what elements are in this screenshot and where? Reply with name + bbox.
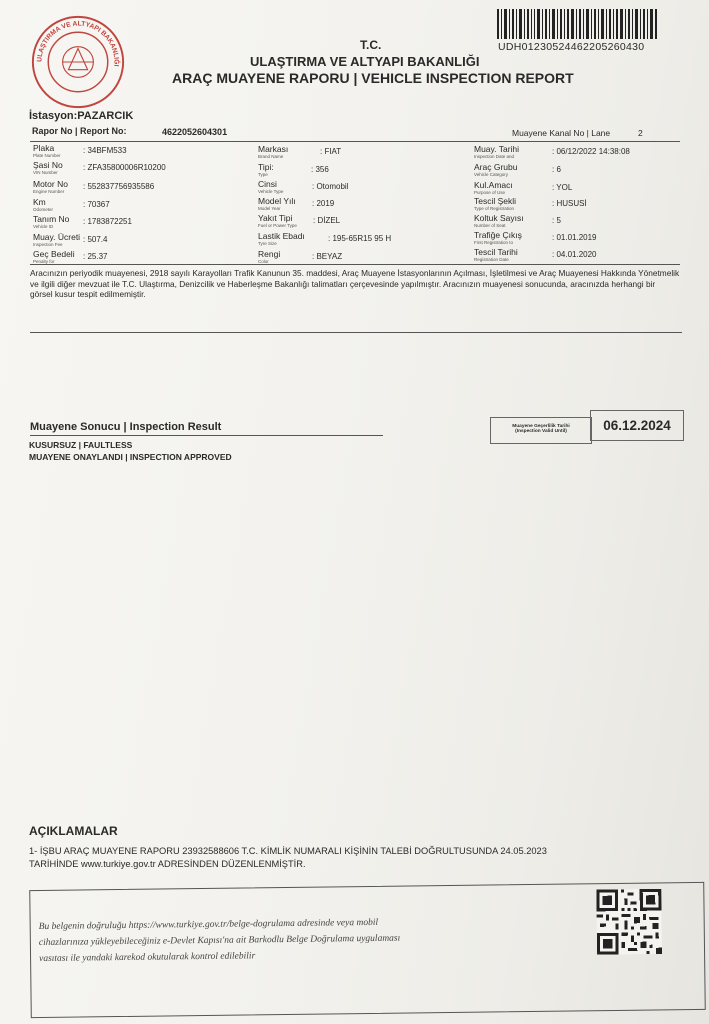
ministry-heading: ULAŞTIRMA VE ALTYAPI BAKANLIĞI [250,54,480,69]
barcode-icon [497,9,657,39]
divider [30,332,682,333]
field-plaka: Plaka Plate Number : 34BFM533 [33,143,127,158]
verification-text: Bu belgenin doğruluğu https://www.turkiye.gov.tr/belge-dogrulama adresinde veya mobil cihazlarınıza yükleyebileceğiniz e-Devlet Kapısı'na ait Barkodlu Belge Doğrulama uygulaması vasıtası ile yandaki karekod okutularak kontrol edilebilir [38,917,401,965]
field-tescil-sekli: Tescil Şekli Type of Registration : HUSUSİ [474,196,587,211]
ministry-seal-icon [30,14,126,110]
field-arac-grubu: Araç Grubu Vehicle Category : 6 [474,162,561,177]
field-lastik: Lastik Ebadı Tyre Size : 195-65R15 95 H [258,231,392,246]
qr-code-icon[interactable] [596,887,662,956]
lane-label: Muayene Kanal No | Lane [512,128,611,138]
seal-text: ULAŞTIRMA VE ALTYAPI BAKANLIĞI [36,20,120,67]
field-km: Km Odometer : 70367 [33,197,110,212]
field-motor: Motor No Engine Number : 552837756935586 [33,179,155,194]
field-rengi: Rengi Color : BEYAZ [258,249,343,264]
field-trafige: Trafiğe Çıkış First Registration to : 01.01.2019 [474,230,597,245]
report-no-value: 4622052604301 [162,127,228,137]
inspection-statement: Aracınızın periyodik muayenesi, 2918 sayılı Karayolları Trafik Kanunun 35. maddesi, Araç Muayene İstasyonlarının Açılması, İşletilmesi ve Araç Muayenesi Hakkında Yönetmelik ve ilgili diğer mevzuat ile T.C. Ulaştırma, Denizcilik ve Haberleşme Bakanlığı talimatları çerçevesinde yapılmıştır. Aracınızın muayenesi sonucunda, aracınızda herhangi bir görsel kusur tespit edilmemiştir. [30,268,680,299]
field-ucret: Muay. Ücreti Inspection Fee : 507.4 [33,232,108,247]
station-label: İstasyon:PAZARCIK [29,110,134,122]
field-tescil-tarihi: Tescil Tarihi Registration Date : 04.01.2020 [474,247,597,262]
report-no-label: Rapor No | Report No: [32,126,127,136]
notes-title: AÇIKLAMALAR [29,824,118,838]
divider [30,264,680,265]
barcode-number: UDH01230524462205260430 [498,41,645,53]
report-title: ARAÇ MUAYENE RAPORU | VEHICLE INSPECTION REPORT [172,70,574,86]
lane-value: 2 [638,128,643,138]
field-tanim: Tanım No Vehicle ID : 1783872251 [33,214,132,229]
result-approved: MUAYENE ONAYLANDI | INSPECTION APPROVED [29,452,232,462]
field-model: Model Yılı Model Year : 2019 [258,196,335,211]
tc-heading: T.C. [360,38,382,52]
field-tipi: Tipi: Type : 356 [258,162,329,177]
divider [30,435,383,436]
field-cinsi: Cinsi Vehicle Type : Otomobil [258,179,349,194]
field-gec: Geç Bedeli Penalty for : 25.37 [33,249,108,264]
result-title: Muayene Sonucu | Inspection Result [30,421,222,433]
field-sasi: Şasi No VIN Number : ZFA35800006R10200 [33,160,166,175]
field-markasi: Markası Brand Name : FIAT [258,144,342,159]
notes-text: 1- İŞBU ARAÇ MUAYENE RAPORU 23932588606 T.C. KİMLİK NUMARALI KİŞİNİN TALEBİ DOĞRULTUSUNDA 24.05.2023 TARİHİNDE www.turkiye.gov.tr ADRESİNDEN DÜZENLENMİŞTİR. [29,846,547,869]
divider [30,141,680,142]
result-faultless: KUSURSUZ | FAULTLESS [29,440,133,450]
field-koltuk: Koltuk Sayısı Number of Seat : 5 [474,213,561,228]
validity-label-box: Muayene Geçerlilik Tarihi (Inspection Valid Until) [490,417,592,444]
field-muay-tarihi: Muay. Tarihi Inspection Date and : 06/12/2022 14:38:08 [474,144,630,159]
field-kul-amaci: Kul.Amacı Purpose of Use : YOL [474,180,573,195]
validity-date: 06.12.2024 [590,410,684,441]
verification-box [29,882,706,1018]
field-yakit: Yakıt Tipi Fuel or Power Type : DİZEL [258,213,341,228]
